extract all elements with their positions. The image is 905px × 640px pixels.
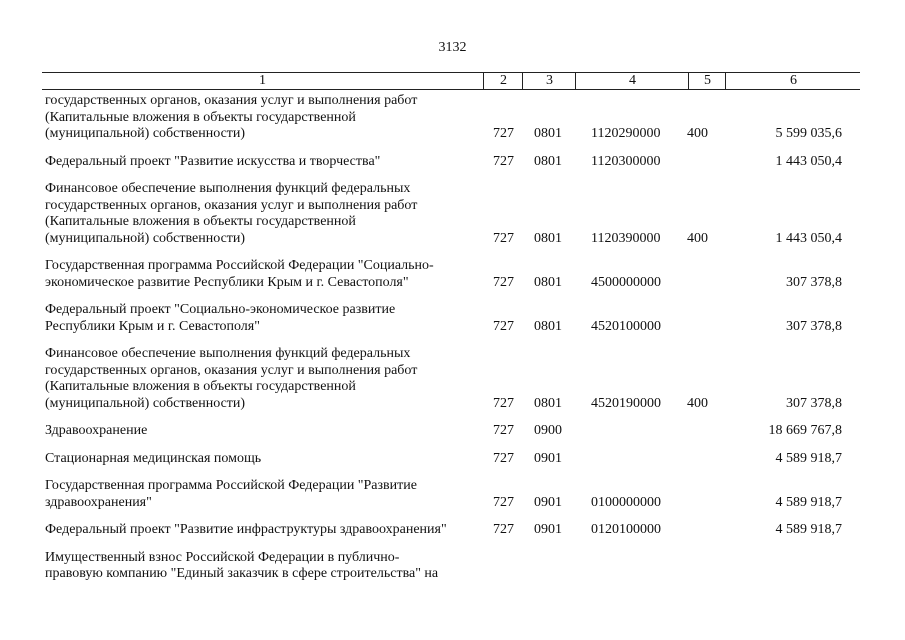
row-rz-code: 0801: [534, 230, 562, 246]
row-amount: 4 589 918,7: [775, 494, 842, 510]
table-row: [45, 550, 860, 583]
row-gr-code: 727: [493, 522, 514, 537]
row-description: Федеральный проект "Развитие искусства и творчества": [45, 153, 381, 169]
row-vr-code: 400: [687, 126, 708, 141]
row-amount: 307 378,8: [786, 318, 842, 334]
row-gr-code: 727: [493, 450, 514, 466]
row-csr-code: 0100000000: [591, 494, 661, 510]
table-row: [45, 181, 860, 247]
row-gr-code: 727: [493, 395, 514, 411]
row-description: Федеральный проект "Развитие инфраструктуры здравоохранения": [45, 522, 447, 537]
header-col-5: 5: [688, 73, 726, 89]
row-vr-code: 400: [687, 230, 708, 246]
table-body: [45, 93, 860, 594]
table-row: [45, 522, 860, 539]
row-gr-code: 727: [493, 494, 514, 510]
table-row: [45, 478, 860, 511]
row-description: Федеральный проект "Социально-экономическое развитие Республики Крым и г. Севастополя": [45, 302, 396, 334]
row-csr-code: 1120300000: [591, 153, 661, 169]
row-csr-code: 4520190000: [591, 395, 661, 411]
row-rz-code: 0801: [534, 274, 562, 290]
header-col-1: 1: [259, 73, 266, 88]
table-header: [42, 72, 860, 90]
row-rz-code: 0801: [534, 126, 562, 141]
table-row: [45, 346, 860, 412]
row-description: Государственная программа Российской Федерации "Социально- экономическое развитие Республики Крым и г. Севастополя": [45, 258, 434, 290]
table-row: [45, 93, 860, 143]
row-csr-code: 0120100000: [591, 522, 661, 537]
row-rz-code: 0900: [534, 423, 562, 438]
row-description: Стационарная медицинская помощь: [45, 450, 262, 466]
row-description: государственных органов, оказания услуг и выполнения работ (Капитальные вложения в объекты государственной (муниципальной) собственности): [45, 93, 418, 141]
row-rz-code: 0801: [534, 318, 562, 334]
row-amount: 307 378,8: [786, 274, 842, 290]
row-amount: 1 443 050,4: [775, 230, 842, 246]
row-description: Финансовое обеспечение выполнения функций федеральных государственных органов, оказания услуг и выполнения работ (Капитальные вложения в объекты государственной (муниципальной) собственности): [45, 181, 418, 246]
header-col-6: 6: [725, 73, 861, 89]
row-rz-code: 0801: [534, 395, 562, 411]
row-gr-code: 727: [493, 153, 514, 169]
row-description: Имущественный взнос Российской Федерации в публично- правовую компанию "Единый заказчик в сфере строительства" на: [45, 549, 439, 581]
row-amount: 4 589 918,7: [775, 450, 842, 466]
row-description: Государственная программа Российской Федерации "Развитие здравоохранения": [45, 478, 417, 510]
row-gr-code: 727: [493, 423, 514, 438]
row-vr-code: 400: [687, 395, 708, 411]
row-gr-code: 727: [493, 274, 514, 290]
row-csr-code: 4520100000: [591, 318, 661, 334]
row-amount: 5 599 035,6: [775, 126, 842, 141]
table-row: [45, 258, 860, 291]
row-rz-code: 0901: [534, 522, 562, 537]
row-amount: 1 443 050,4: [775, 153, 842, 169]
header-col-4: 4: [575, 73, 689, 89]
header-col-2: 2: [483, 73, 523, 89]
row-rz-code: 0901: [534, 494, 562, 510]
table-row: [45, 154, 860, 171]
row-description: Финансовое обеспечение выполнения функций федеральных государственных органов, оказания услуг и выполнения работ (Капитальные вложения в объекты государственной (муниципальной) собственности): [45, 346, 418, 411]
row-amount: 18 669 767,8: [768, 423, 842, 438]
row-csr-code: 4500000000: [591, 274, 661, 290]
row-rz-code: 0801: [534, 153, 562, 169]
row-csr-code: 1120390000: [591, 230, 661, 246]
row-amount: 4 589 918,7: [775, 522, 842, 537]
table-row: [45, 423, 860, 440]
row-gr-code: 727: [493, 126, 514, 141]
row-rz-code: 0901: [534, 450, 562, 466]
page-number: 3132: [438, 40, 467, 55]
row-amount: 307 378,8: [786, 395, 842, 411]
row-description: Здравоохранение: [45, 423, 148, 438]
table-row: [45, 451, 860, 468]
row-gr-code: 727: [493, 230, 514, 246]
row-csr-code: 1120290000: [591, 126, 661, 141]
header-col-3: 3: [522, 73, 576, 89]
row-gr-code: 727: [493, 318, 514, 334]
table-row: [45, 302, 860, 335]
